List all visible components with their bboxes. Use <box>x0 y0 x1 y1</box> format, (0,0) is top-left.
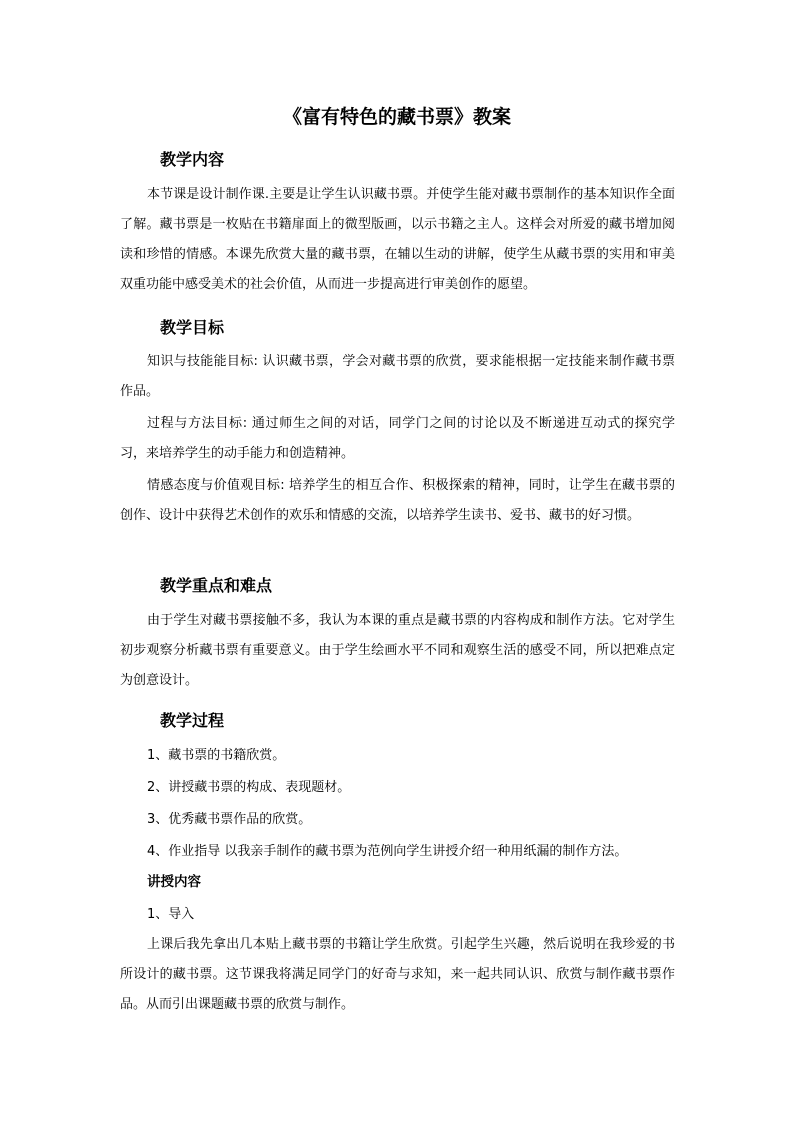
heading-teaching-content: 教学内容 <box>160 150 225 169</box>
paragraph-teaching-content: 本节课是设计制作课.主要是让学生认识藏书票。并使学生能对藏书票制作的基本知识作全面了解。藏书票是一枚贴在书籍扉面上的微型版画，以示书籍之主人。这样会对所爱的藏书增加阅读和珍惜的情感。本课先欣赏大量的藏书票，在辅以生动的讲解，使学生从藏书票的实用和审美双重功能中感受美术的社会价值，从而进一步提高进行审美创作的愿望。 <box>120 187 675 292</box>
paragraph-emotion-goal: 情感态度与价值观目标: 培养学生的相互合作、积极探索的精神，同时，让学生在藏书票的创作、设计中获得艺术创作的欢乐和情感的交流，以培养学生读书、爱书、藏书的好习惯。 <box>120 478 675 523</box>
paragraph-knowledge-goal: 知识与技能能目标: 认识藏书票，学会对藏书票的欣赏，要求能根据一定技能来制作藏书票作品。 <box>120 354 675 399</box>
list-item-process-2: 2、讲授藏书票的构成、表现题材。 <box>147 780 351 795</box>
heading-key-points: 教学重点和难点 <box>160 576 273 595</box>
list-item-process-1: 1、藏书票的书籍欣赏。 <box>147 748 286 763</box>
document-title: 《富有特色的藏书票》教案 <box>282 106 511 128</box>
heading-lecture-content: 讲授内容 <box>147 874 201 890</box>
lecture-step-1: 1、导入 <box>147 907 195 922</box>
list-item-process-4: 4、作业指导 以我亲手制作的藏书票为范例向学生讲授介绍一种用纸漏的制作方法。 <box>147 844 628 859</box>
paragraph-key-points: 由于学生对藏书票接触不多，我认为本课的重点是藏书票的内容构成和制作方法。它对学生初步观察分析藏书票有重要意义。由于学生绘画水平不同和观察生活的感受不同，所以把难点定为创意设计。 <box>120 613 675 688</box>
list-item-process-3: 3、优秀藏书票作品的欣赏。 <box>147 812 312 827</box>
paragraph-process-goal: 过程与方法目标: 通过师生之间的对话，同学门之间的讨论以及不断递进互动式的探究学习，来培养学生的动手能力和创造精神。 <box>120 416 675 461</box>
heading-teaching-goals: 教学目标 <box>160 318 225 337</box>
paragraph-lecture-intro: 上课后我先拿出几本贴上藏书票的书籍让学生欣赏。引起学生兴趣，然后说明在我珍爱的书所设计的藏书票。这节课我将满足同学门的好奇与求知，来一起共同认识、欣赏与制作藏书票作品。从而引出课题藏书票的欣赏与制作。 <box>120 937 675 1012</box>
heading-teaching-process: 教学过程 <box>160 711 225 730</box>
